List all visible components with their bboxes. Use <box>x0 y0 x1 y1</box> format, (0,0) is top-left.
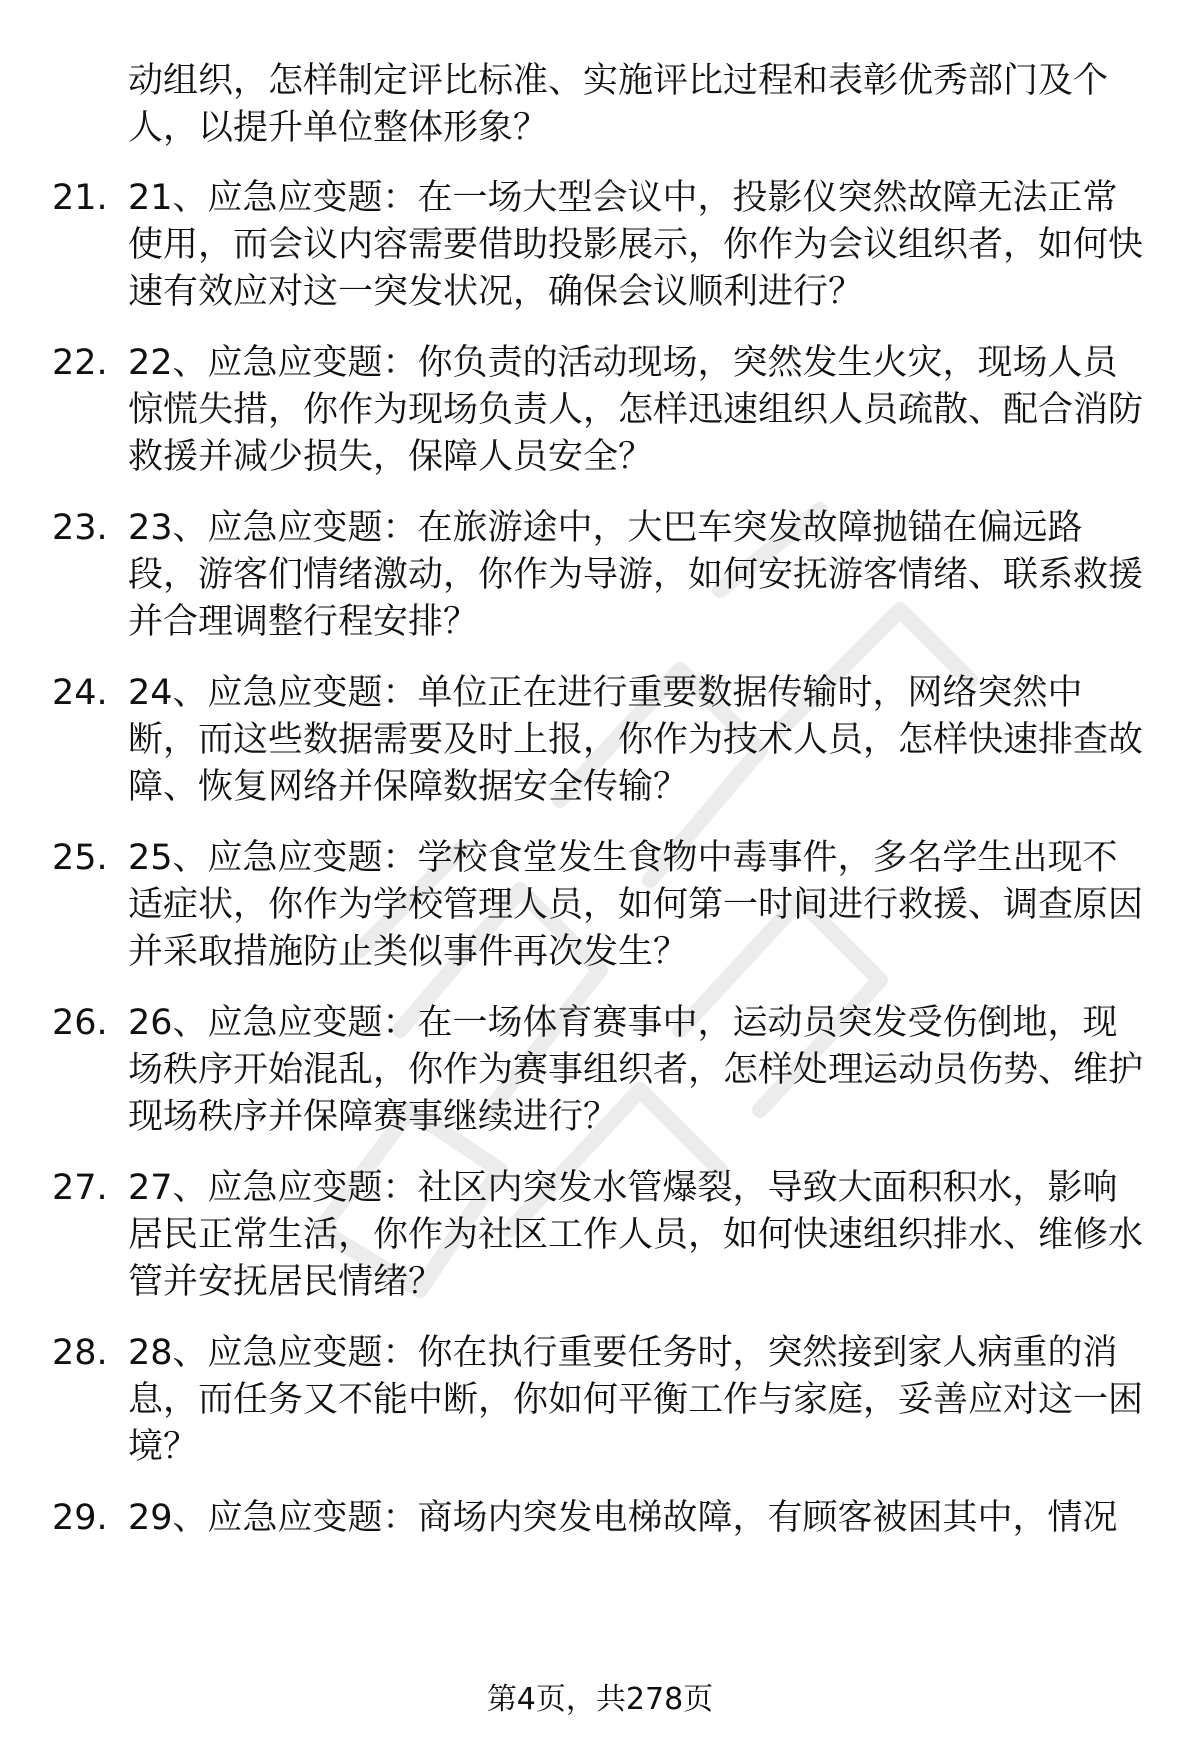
list-item-number: 23. <box>52 508 108 548</box>
list-item-text: 29、应急应变题：商场内突发电梯故障，有顾客被困其中，情况 <box>128 1498 1118 1538</box>
list-item-text: 26、应急应变题：在一场体育赛事中，运动员突发受伤倒地，现场秩序开始混乱，你作为赛事组织者，怎样处理运动员伤势、维护现场秩序并保障赛事继续进行？ <box>128 1003 1144 1137</box>
list-item-number: 27. <box>52 1168 108 1208</box>
list-item-number: 25. <box>52 838 108 878</box>
page-footer: 第4页，共278页 <box>486 1682 714 1717</box>
list-item-number: 21. <box>52 178 108 218</box>
list-item-number: 24. <box>52 673 108 713</box>
list-item-number: 28. <box>52 1333 108 1373</box>
list-item-text: 24、应急应变题：单位正在进行重要数据传输时，网络突然中断，而这些数据需要及时上报，你作为技术人员，怎样快速排查故障、恢复网络并保障数据安全传输？ <box>128 673 1144 807</box>
list-item-number: 29. <box>52 1498 108 1538</box>
list-item-text: 27、应急应变题：社区内突发水管爆裂，导致大面积积水，影响居民正常生活，你作为社区工作人员，如何快速组织排水、维修水管并安抚居民情绪？ <box>128 1168 1144 1302</box>
list-item-text: 25、应急应变题：学校食堂发生食物中毒事件，多名学生出现不适症状，你作为学校管理人员，如何第一时间进行救援、调查原因并采取措施防止类似事件再次发生？ <box>128 838 1144 972</box>
continued-paragraph: 动组织，怎样制定评比标准、实施评比过程和表彰优秀部门及个人，以提升单位整体形象？ <box>128 61 1109 148</box>
list-item-text: 28、应急应变题：你在执行重要任务时，突然接到家人病重的消息，而任务又不能中断，你如何平衡工作与家庭，妥善应对这一困境？ <box>128 1333 1144 1467</box>
list-item-number: 26. <box>52 1003 108 1043</box>
list-item-text: 21、应急应变题：在一场大型会议中，投影仪突然故障无法正常使用，而会议内容需要借助投影展示，你作为会议组织者，如何快速有效应对这一突发状况，确保会议顺利进行？ <box>128 178 1144 312</box>
list-item-text: 23、应急应变题：在旅游途中，大巴车突发故障抛锚在偏远路段，游客们情绪激动，你作为导游，如何安抚游客情绪、联系救援并合理调整行程安排？ <box>128 508 1144 642</box>
list-item-text: 22、应急应变题：你负责的活动现场，突然发生火灾，现场人员惊慌失措，你作为现场负责人，怎样迅速组织人员疏散、配合消防救援并减少损失，保障人员安全？ <box>128 343 1144 477</box>
list-item-number: 22. <box>52 343 108 383</box>
